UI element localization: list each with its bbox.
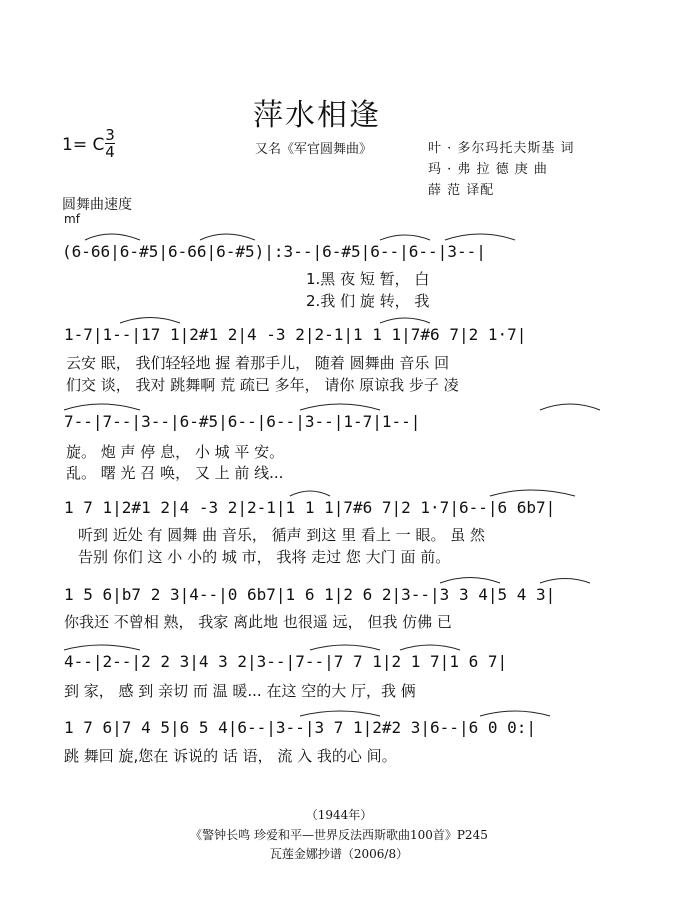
time-signature-bottom: 4	[105, 143, 115, 161]
notation-line: (6-66|6-#5|6-66|6-#5)|:3--|6-#5|6--|6--|3--|	[62, 242, 486, 261]
lyric-line: 们交 谈， 我对 跳舞啊 荒 疏已 多年， 请你 原谅我 步子 凌	[66, 376, 459, 394]
credit-translator: 薛 范 译配	[428, 183, 495, 198]
time-signature-top: 3	[105, 126, 115, 144]
credit-lyricist: 叶 · 多尔玛托夫斯基 词	[428, 141, 575, 156]
notation-line: 7--|7--|3--|6-#5|6--|6--|3--|1-7|1--|	[64, 412, 421, 431]
slur	[200, 234, 255, 240]
notation-line: 1 7 1|2#1 2|4 -3 2|2-1|1 1 1|7#6 7|2 1·7|6--|6 6b7|	[64, 498, 556, 517]
slur	[120, 318, 180, 324]
notation-line: 1 7 6|7 4 5|6 5 4|6--|3--|3 7 1|2#2 3|6--|6 0 0:|	[64, 718, 537, 737]
slur	[440, 578, 500, 584]
lyric-line: 2.我 们 旋 转， 我	[306, 292, 430, 310]
lyric-line: 跳 舞回 旋,您在 诉说的 话 语， 流 入 我的心 间。	[64, 747, 397, 765]
slur	[480, 711, 550, 716]
lyric-line: 听到 近处 有 圆舞 曲 音乐， 循声 到这 里 看上 一 眼。 虽 然	[78, 526, 485, 544]
slur	[490, 490, 575, 496]
lyric-line: 乱。 曙 光 召 唤， 又 上 前 线...	[66, 464, 284, 482]
tempo-marking: 圆舞曲速度	[62, 197, 132, 213]
lyric-line: 1.黑 夜 短 暂， 白	[306, 270, 430, 288]
slur	[85, 234, 140, 240]
slur	[300, 404, 380, 410]
slur	[64, 404, 140, 410]
lyric-line: 云安 眠， 我们轻轻地 握 着那手儿， 随着 圆舞曲 音乐 回	[66, 354, 450, 372]
slur	[300, 711, 380, 716]
notation-line: 1 5 6|b7 2 3|4--|0 6b7|1 6 1|2 6 2|3--|3 3 4|5 4 3|	[64, 585, 556, 604]
song-alias: 又名《军官圆舞曲》	[255, 142, 373, 157]
slur	[400, 645, 460, 650]
footer-year: （1944年）	[305, 808, 373, 822]
credit-composer: 玛 · 弗 拉 德 庚 曲	[428, 162, 548, 177]
footer-transcriber: 瓦莲金娜抄谱（2006/8）	[269, 847, 409, 861]
slur	[64, 645, 140, 650]
footer-source: 《警钟长鸣 珍爱和平—世界反法西斯歌曲100首》P245	[190, 828, 488, 842]
lyric-line: 告别 你们 这 小 小的 城 市， 我将 走过 您 大门 面 前。	[78, 548, 451, 566]
notation-line: 1-7|1--|17 1|2#1 2|4 -3 2|2-1|1 1 1|7#6 7|2 1·7|	[64, 325, 527, 344]
slur	[380, 235, 430, 240]
lyric-line: 你我还 不曾相 熟， 我家 离此地 也很遥 远， 但我 仿佛 已	[64, 613, 452, 631]
slur	[380, 318, 430, 323]
slur	[540, 404, 600, 410]
lyric-line: 到 家， 感 到 亲切 而 温 暖... 在这 空的大 厅，我 俩	[64, 682, 416, 700]
slur	[445, 234, 515, 240]
key-signature: 1= C	[62, 135, 105, 155]
slur	[540, 579, 590, 584]
slur	[290, 491, 330, 496]
song-title: 萍水相逢	[253, 98, 381, 133]
slur	[310, 645, 380, 650]
notation-line: 4--|2--|2 2 3|4 3 2|3--|7--|7 7 1|2 1 7|1 6 7|	[64, 652, 508, 671]
lyric-line: 旋。 炮 声 停 息， 小 城 平 安。	[66, 443, 285, 461]
dynamic-marking: mf	[64, 212, 80, 226]
